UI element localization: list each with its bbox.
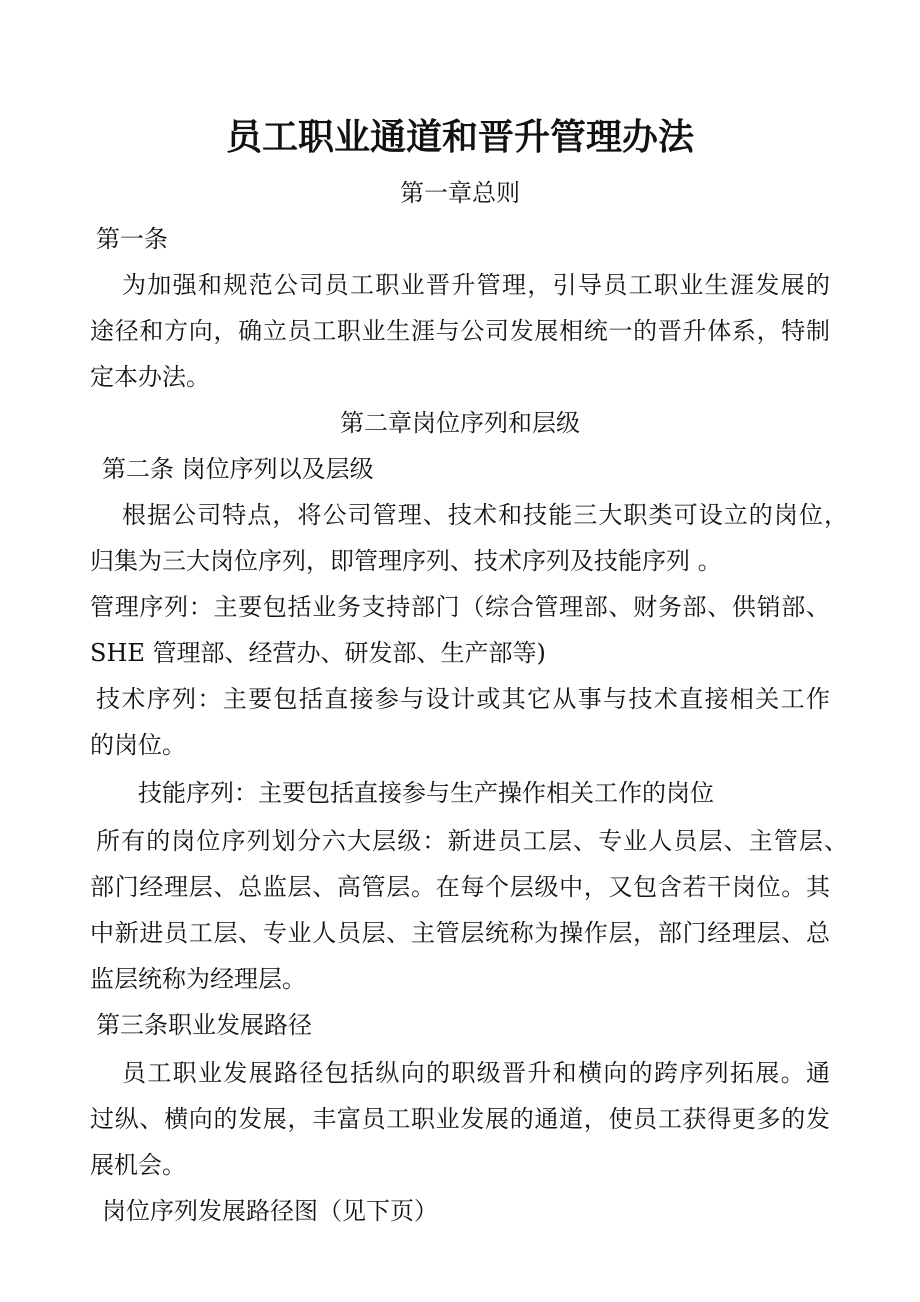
technical-sequence-line: 技术序列：主要包括直接参与设计或其它从事与技术直接相关工作 <box>96 685 830 713</box>
article-3-line: 展机会。 <box>90 1151 186 1179</box>
levels-line: 所有的岗位序列划分六大层级：新进员工层、专业人员层、主管层、 <box>96 827 848 855</box>
article-1-line: 定本办法。 <box>90 363 210 391</box>
levels-line: 监层统称为经理层。 <box>90 965 306 993</box>
article-1-line: 为加强和规范公司员工职业晋升管理，引导员工职业生涯发展的 <box>122 271 830 299</box>
management-sequence-line: 管理序列：主要包括业务支持部门（综合管理部、财务部、供销部、 <box>90 593 830 621</box>
article-3-label: 第三条职业发展路径 <box>96 1011 312 1039</box>
levels-line: 部门经理层、总监层、高管层。在每个层级中，又包含若干岗位。其 <box>90 873 830 901</box>
management-sequence-line: SHE 管理部、经营办、研发部、生产部等) <box>90 639 546 667</box>
levels-line: 中新进员工层、专业人员层、主管层统称为操作层，部门经理层、总 <box>90 919 830 947</box>
document-title: 员工职业通道和晋升管理办法 <box>225 116 694 158</box>
article-2-label: 第二条 岗位序列以及层级 <box>102 455 374 483</box>
chapter-1-heading: 第一章总则 <box>400 179 520 207</box>
article-2-intro-line: 归集为三大岗位序列，即管理序列、技术序列及技能序列 。 <box>90 547 722 575</box>
article-3-line: 员工职业发展路径包括纵向的职级晋升和横向的跨序列拓展。通 <box>122 1059 830 1087</box>
chapter-2-heading: 第二章岗位序列和层级 <box>340 409 580 437</box>
article-1-label: 第一条 <box>96 225 168 253</box>
skill-sequence-line: 技能序列：主要包括直接参与生产操作相关工作的岗位 <box>138 779 714 807</box>
figure-reference-note: 岗位序列发展路径图（见下页） <box>102 1197 438 1225</box>
article-2-intro-line: 根据公司特点，将公司管理、技术和技能三大职类可设立的岗位， <box>122 501 848 529</box>
technical-sequence-line: 的岗位。 <box>90 731 186 759</box>
article-1-line: 途径和方向，确立员工职业生涯与公司发展相统一的晋升体系，特制 <box>90 317 830 345</box>
article-3-line: 过纵、横向的发展，丰富员工职业发展的通道，使员工获得更多的发 <box>90 1105 830 1133</box>
